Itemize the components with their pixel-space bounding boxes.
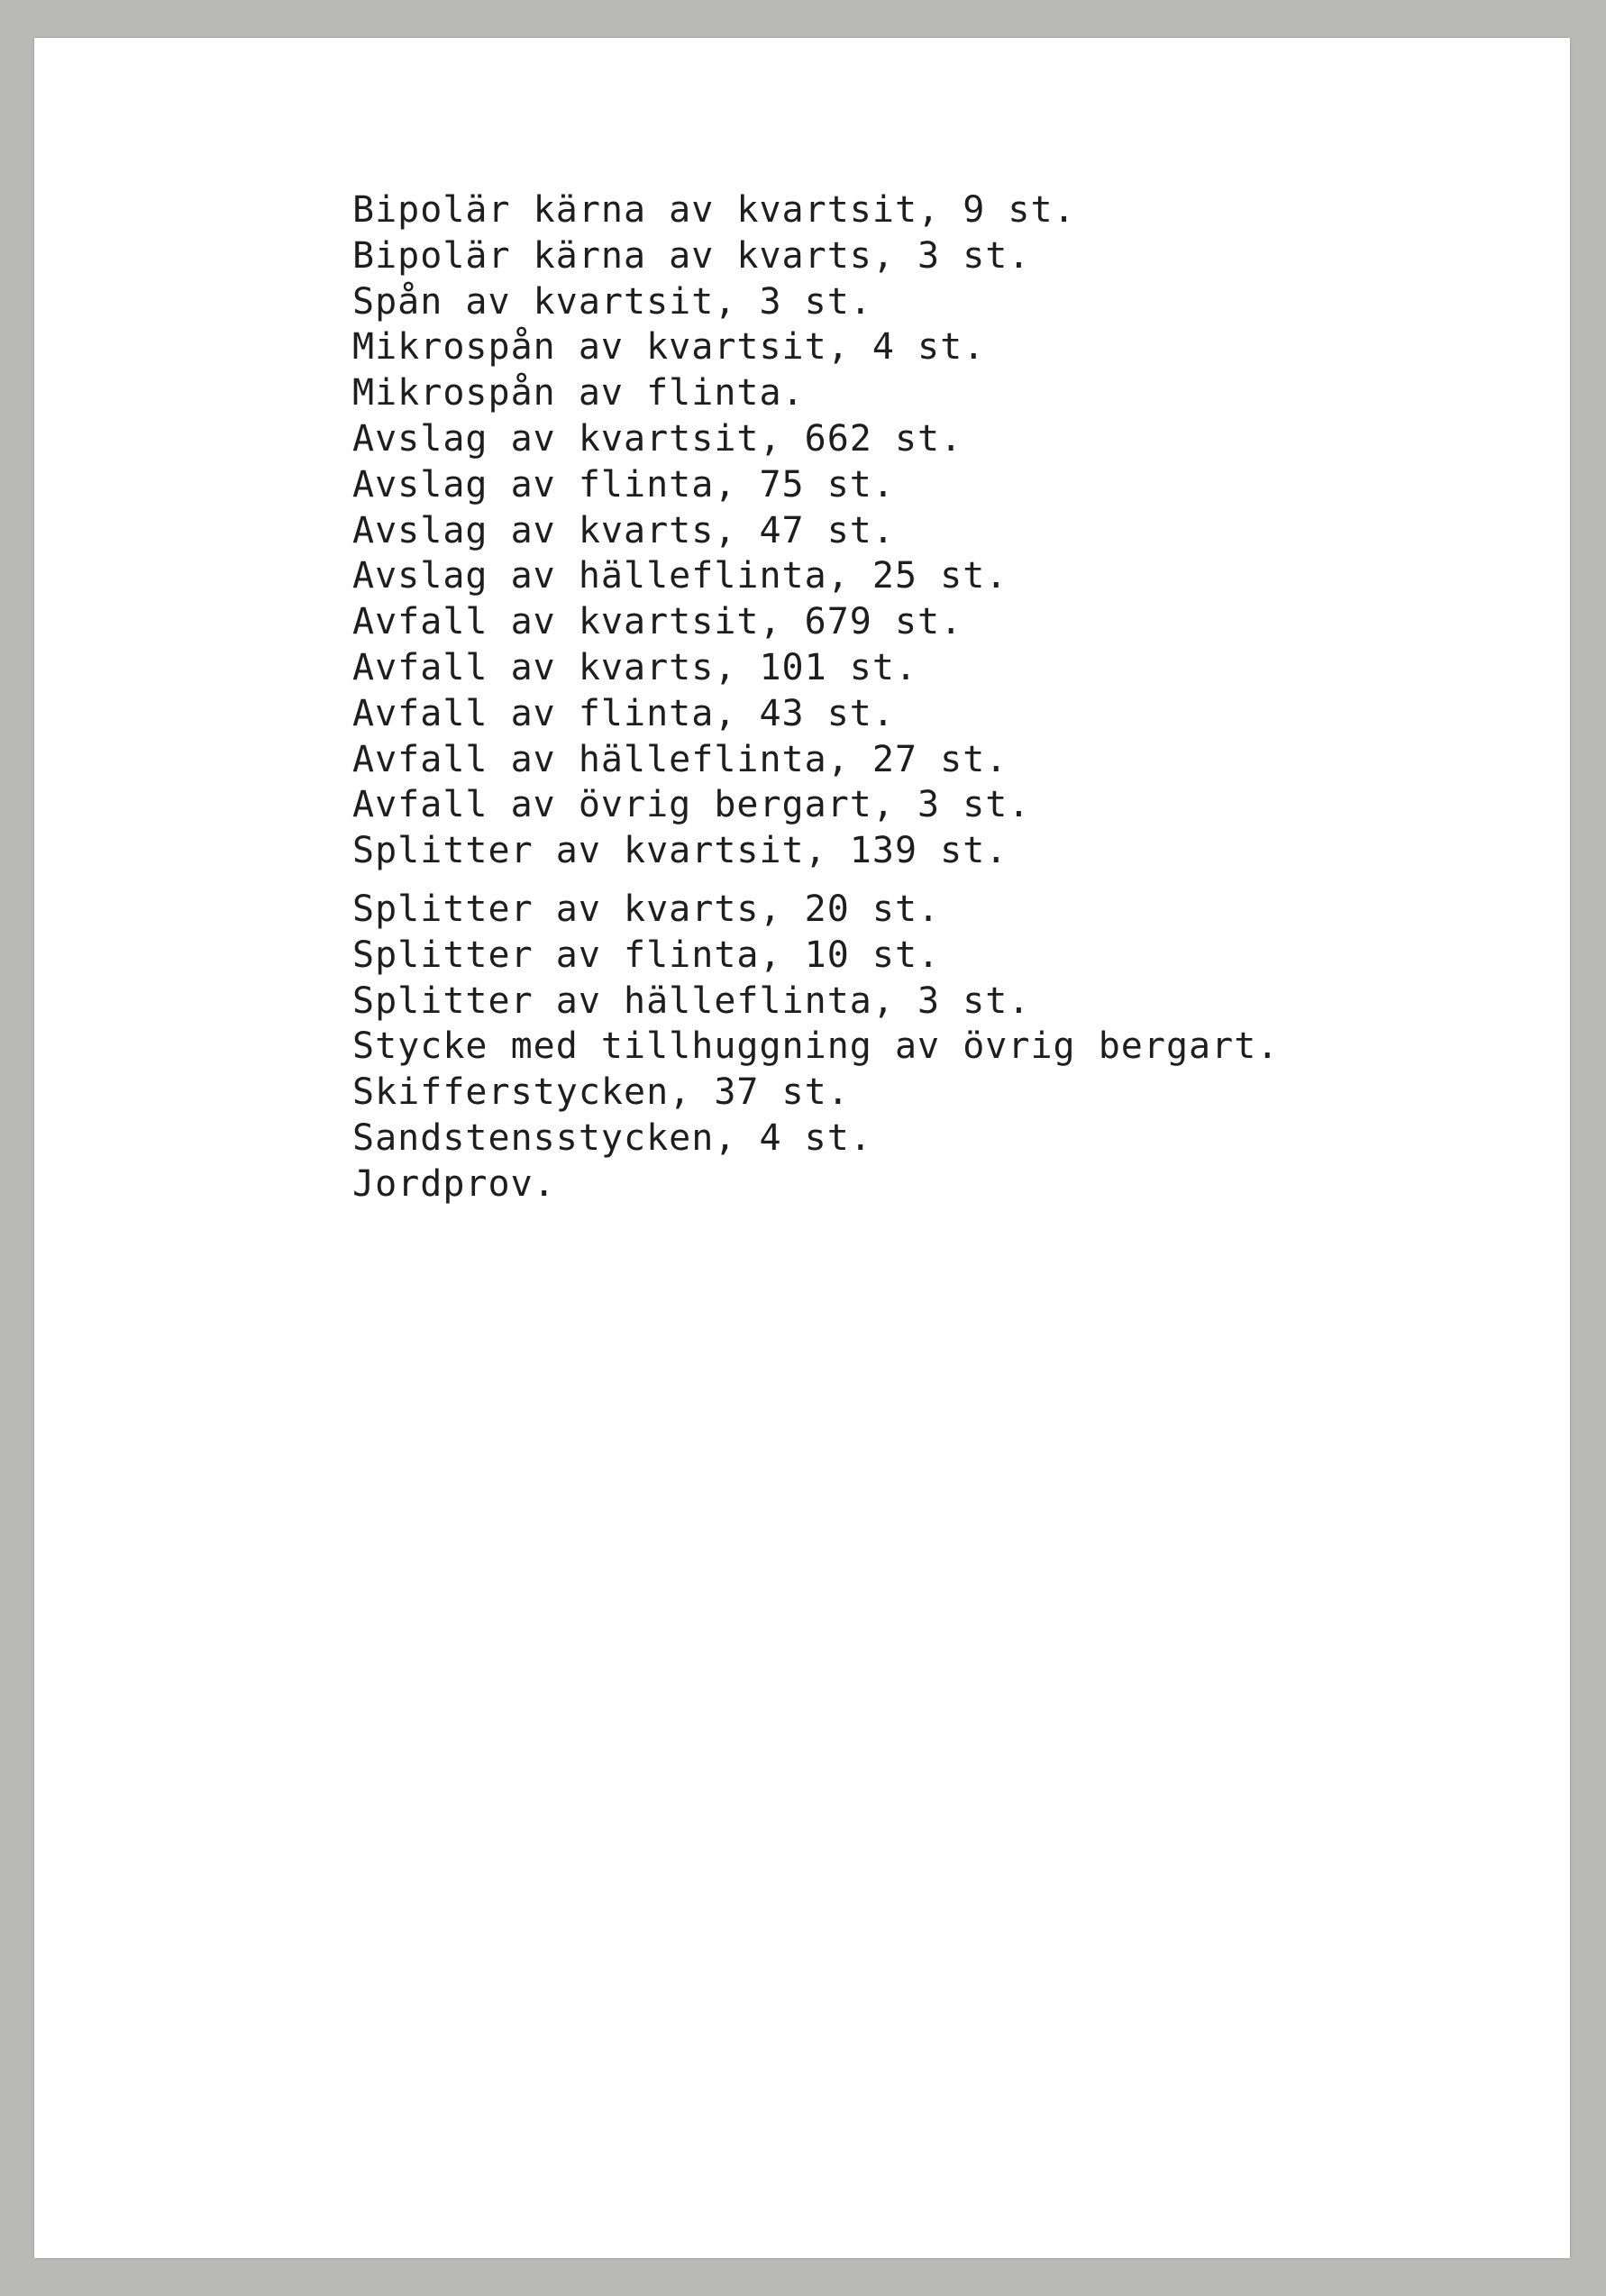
list-item: Avfall av kvarts, 101 st. xyxy=(352,646,918,688)
document-page xyxy=(34,38,1570,2258)
list-item: Splitter av kvartsit, 139 st. xyxy=(352,830,1008,872)
list-item: Skifferstycken, 37 st. xyxy=(352,1071,850,1114)
list-item: Spån av kvartsit, 3 st. xyxy=(352,280,872,323)
list-item: Bipolär kärna av kvartsit, 9 st. xyxy=(352,189,1076,231)
list-item: Avfall av övrig bergart, 3 st. xyxy=(352,784,1031,826)
list-item: Splitter av flinta, 10 st. xyxy=(352,934,941,976)
list-item: Avfall av hälleflinta, 27 st. xyxy=(352,738,1008,780)
list-item: Avfall av kvartsit, 679 st. xyxy=(352,601,963,643)
list-item: Avfall av flinta, 43 st. xyxy=(352,692,895,734)
list-item: Avslag av hälleflinta, 25 st. xyxy=(352,555,1008,597)
list-item: Splitter av kvarts, 20 st. xyxy=(352,888,941,930)
list-item: Mikrospån av kvartsit, 4 st. xyxy=(352,326,986,369)
list-item: Avslag av flinta, 75 st. xyxy=(352,463,895,506)
list-item: Splitter av hälleflinta, 3 st. xyxy=(352,979,1031,1022)
list-item: Jordprov. xyxy=(352,1162,556,1205)
item-list xyxy=(352,187,1279,1207)
list-item: Avslag av kvartsit, 662 st. xyxy=(352,417,963,460)
list-item: Bipolär kärna av kvarts, 3 st. xyxy=(352,234,1031,277)
list-item: Avslag av kvarts, 47 st. xyxy=(352,509,895,551)
list-item: Mikrospån av flinta. xyxy=(352,372,805,415)
list-item: Sandstensstycken, 4 st. xyxy=(352,1116,872,1159)
list-item: Stycke med tillhuggning av övrig bergart. xyxy=(352,1025,1280,1068)
